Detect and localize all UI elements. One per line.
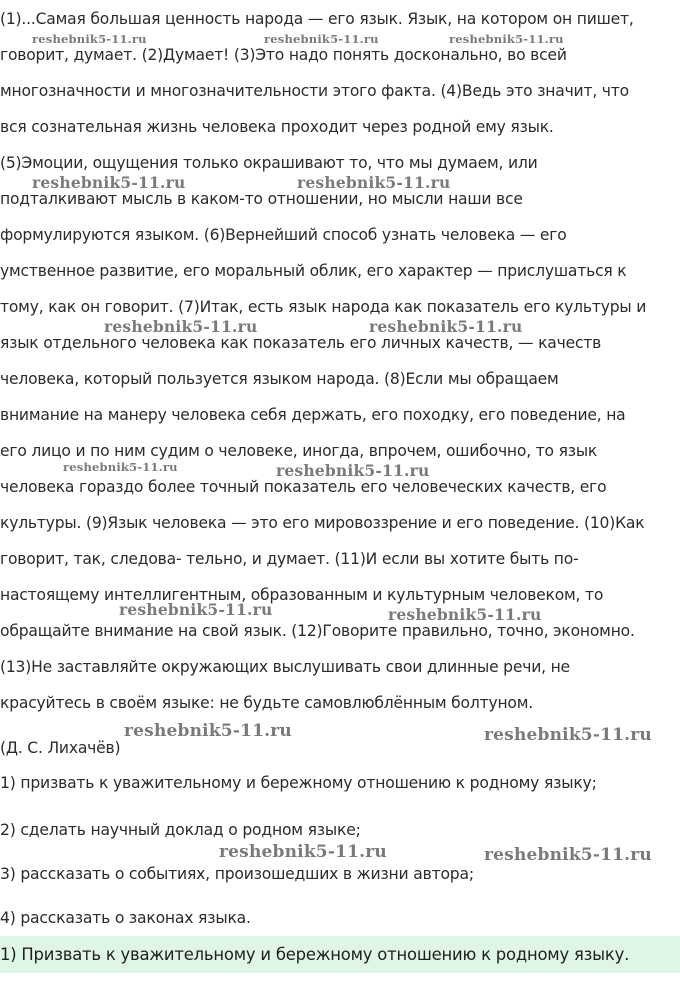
text-line: язык отдельного человека как показатель его личных качеств, — качеств xyxy=(0,334,602,352)
watermark: reshebnik5-11.ru xyxy=(104,317,258,336)
text-line: говорит, думает. (2)Думает! (3)Это надо понять досконально, во всей xyxy=(0,46,567,64)
watermark: reshebnik5-11.ru xyxy=(32,173,186,192)
text-line: красуйтесь в своём языке: не будьте самовлюблённым болтуном. xyxy=(0,694,534,712)
text-line: (1)...Самая большая ценность народа — его язык. Язык, на котором он пишет, xyxy=(0,10,634,28)
option-1: 1) призвать к уважительному и бережному отношению к родному языку; xyxy=(0,774,597,792)
text-line: вся сознательная жизнь человека проходит через родной ему язык. xyxy=(0,118,554,136)
text-line: подталкивают мысль в каком-то отношении, но мысли наши все xyxy=(0,190,523,208)
watermark: reshebnik5-11.ru xyxy=(124,721,292,741)
watermark: reshebnik5-11.ru xyxy=(484,725,652,745)
text-line: настоящему интеллигентным, образованным и культурным человеком, то xyxy=(0,586,604,604)
text-line: (13)Не заставляйте окружающих выслушивать свои длинные речи, не xyxy=(0,658,570,676)
option-2: 2) сделать научный доклад о родном языке; xyxy=(0,821,361,839)
text-line: обращайте внимание на свой язык. (12)Говорите правильно, точно, экономно. xyxy=(0,622,635,640)
text-line: человека, который пользуется языком народа. (8)Если мы обращаем xyxy=(0,370,559,388)
watermark: reshebnik5-11.ru xyxy=(369,317,523,336)
correct-answer-text: 1) Призвать к уважительному и бережному отношению к родному языку. xyxy=(0,945,630,964)
text-line: многозначности и многозначительности этого факта. (4)Ведь это значит, что xyxy=(0,82,629,100)
text-line: говорит, так, следова- тельно, и думает. (11)И если вы хотите быть по- xyxy=(0,550,579,568)
watermark: reshebnik5-11.ru xyxy=(297,173,451,192)
correct-answer-box xyxy=(0,936,680,973)
watermark: reshebnik5-11.ru xyxy=(63,460,178,474)
text-line: культуры. (9)Язык человека — это его мировоззрение и его поведение. (10)Как xyxy=(0,514,645,532)
watermark: reshebnik5-11.ru xyxy=(264,32,379,46)
text-line: формулируются языком. (6)Вернейший способ узнать человека — его xyxy=(0,226,567,244)
option-4: 4) рассказать о законах языка. xyxy=(0,909,251,927)
text-line: умственное развитие, его моральный облик, его характер — прислушаться к xyxy=(0,262,627,280)
text-line: человека гораздо более точный показатель его человеческих качеств, его xyxy=(0,478,607,496)
author-signature: (Д. С. Лихачёв) xyxy=(0,739,121,757)
watermark: reshebnik5-11.ru xyxy=(484,845,652,865)
watermark: reshebnik5-11.ru xyxy=(119,600,273,619)
text-line: внимание на манеру человека себя держать, его походку, его поведение, на xyxy=(0,406,626,424)
watermark: reshebnik5-11.ru xyxy=(449,32,564,46)
watermark: reshebnik5-11.ru xyxy=(276,461,430,480)
text-line: его лицо и по ним судим о человеке, иногда, впрочем, ошибочно, то язык xyxy=(0,442,598,460)
watermark: reshebnik5-11.ru xyxy=(32,32,147,46)
watermark: reshebnik5-11.ru xyxy=(388,605,542,624)
text-line: тому, как он говорит. (7)Итак, есть язык народа как показатель его культуры и xyxy=(0,298,647,316)
option-3: 3) рассказать о событиях, произошедших в жизни автора; xyxy=(0,865,474,883)
text-line: (5)Эмоции, ощущения только окрашивают то, что мы думаем, или xyxy=(0,154,538,172)
watermark: reshebnik5-11.ru xyxy=(219,842,387,862)
